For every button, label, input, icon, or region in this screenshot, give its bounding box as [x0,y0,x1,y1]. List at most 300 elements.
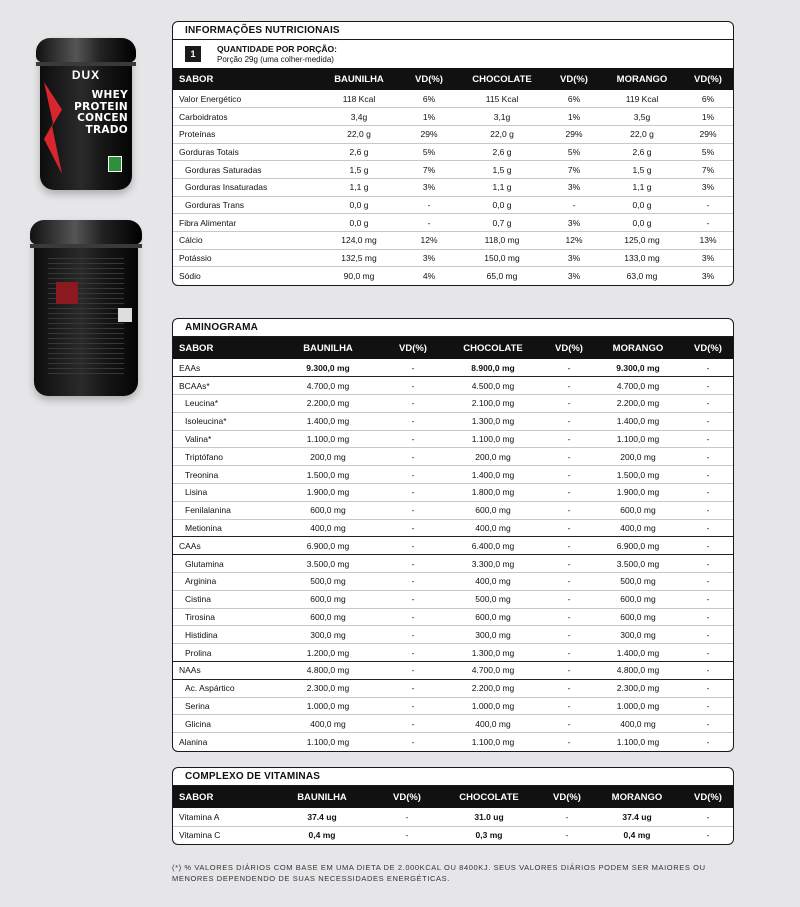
column-header: MORANGO [603,68,681,90]
cell-value: 12% [399,232,459,250]
cell-value: - [543,519,595,537]
cell-value: - [383,466,443,484]
cell-value: - [543,697,595,715]
row-label: Gorduras Saturadas [173,161,319,179]
cell-value: - [681,466,734,484]
cell-value: - [681,196,734,214]
product-jar-front [40,38,132,190]
cell-value: 1.900,0 mg [273,484,383,502]
table-row [173,466,734,484]
table-row [173,143,734,161]
cell-value: 124,0 mg [319,232,399,250]
cell-value: 1,5 g [603,161,681,179]
column-header: VD(%) [541,786,593,808]
cell-value: 0,7 g [459,214,545,232]
row-label: Glutamina [173,555,273,573]
table-row [173,537,734,555]
cell-value: 1% [681,108,734,126]
bolt-icon [44,82,62,174]
table-row [173,430,734,448]
table-row [173,626,734,644]
cell-value: - [543,377,595,395]
cell-value: 600,0 mg [443,608,543,626]
table-row [173,826,734,844]
cell-value: - [383,715,443,733]
row-label: Gorduras Trans [173,196,319,214]
cell-value: 600,0 mg [273,501,383,519]
cell-value: 4.700,0 mg [273,377,383,395]
cell-value: - [543,484,595,502]
cell-value: 1.800,0 mg [443,484,543,502]
cell-value: 1.100,0 mg [595,430,681,448]
cell-value: 6% [681,90,734,108]
cell-value: - [383,555,443,573]
cell-value: 500,0 mg [595,573,681,591]
cell-value: 1.100,0 mg [471,736,515,747]
cell-value: - [383,644,443,662]
cell-value: - [681,644,734,662]
cell-value: 2.200,0 mg [595,395,681,413]
row-label: Vitamina A [173,808,267,826]
cell-value: 6% [545,90,603,108]
cell-value: 2,6 g [319,143,399,161]
cell-value: 1.200,0 mg [273,644,383,662]
cell-value: 132,5 mg [319,249,399,267]
cell-value: - [681,590,734,608]
cell-value: 3% [701,270,715,281]
cell-value: 1.500,0 mg [595,466,681,484]
vitamins-card [172,767,734,845]
column-header: BAUNILHA [273,337,383,359]
cell-value: 4.800,0 mg [273,662,383,680]
cell-value: 3,1g [459,108,545,126]
cell-value: - [411,736,415,747]
cell-value: 9.300,0 mg [273,359,383,377]
cell-value: 37.4 ug [593,808,681,826]
cell-value: - [543,395,595,413]
cell-value: 1% [399,108,459,126]
cell-value: - [681,359,734,377]
cell-value: - [543,466,595,484]
cell-value: 1.400,0 mg [443,466,543,484]
cell-value: 13% [681,232,734,250]
cell-value: 2.300,0 mg [273,679,383,697]
cell-value: - [377,808,437,826]
cell-value: - [681,484,734,502]
cell-value: 29% [545,125,603,143]
cell-value: 1.000,0 mg [595,697,681,715]
table-row [173,662,734,680]
nutrition-title: INFORMAÇÕES NUTRICIONAIS [173,22,733,40]
cell-value: 200,0 mg [595,448,681,466]
cell-value: 1.100,0 mg [306,736,350,747]
cell-value: 1,5 g [459,161,545,179]
row-label: Fibra Alimentar [173,214,319,232]
table-row [173,501,734,519]
cell-value: - [681,430,734,448]
cell-value: - [681,395,734,413]
cell-value: 31.0 ug [437,808,541,826]
cell-value: 4.800,0 mg [595,662,681,680]
cell-value: 63,0 mg [626,270,658,281]
cell-value: 600,0 mg [273,590,383,608]
table-row [173,161,734,179]
cell-value: 0,0 g [603,214,681,232]
cell-value: - [543,448,595,466]
column-header: VD(%) [681,786,734,808]
cell-value: 4.700,0 mg [443,662,543,680]
row-label: Glicina [173,715,273,733]
table-row [173,395,734,413]
row-label: Potássio [173,249,319,267]
cell-value: - [681,715,734,733]
table-row [173,90,734,108]
aminogram-card [172,318,734,752]
table-header-row [173,337,734,359]
cell-value: - [383,662,443,680]
cell-value: - [383,501,443,519]
cell-value: 115 Kcal [459,90,545,108]
table-row [173,484,734,502]
cell-value: - [383,484,443,502]
cell-value: 3.300,0 mg [443,555,543,573]
row-label: Sódio [179,270,201,281]
column-header: CHOCOLATE [437,786,541,808]
column-header: VD(%) [543,337,595,359]
cell-value: 1.400,0 mg [595,644,681,662]
table-row [173,412,734,430]
cell-value: - [681,448,734,466]
cell-value: - [681,608,734,626]
cell-value: 4% [422,270,436,281]
table-row [173,608,734,626]
cell-value: 1.300,0 mg [443,412,543,430]
cell-value: 6.400,0 mg [443,537,543,555]
cell-value: - [543,573,595,591]
cell-value: 400,0 mg [595,715,681,733]
cell-value: - [567,736,571,747]
cell-value: - [383,430,443,448]
table-row [173,377,734,395]
column-header: MORANGO [593,786,681,808]
table-row [173,679,734,697]
column-header: VD(%) [399,68,459,90]
column-header: SABOR [173,786,267,808]
row-label: Leucina* [173,395,273,413]
cell-value: 3,4g [319,108,399,126]
vitamins-table [173,786,734,844]
vitamins-title: COMPLEXO DE VITAMINAS [173,768,733,786]
row-label: Tirosina [173,608,273,626]
cell-value: 1,5 g [319,161,399,179]
cell-value: 1.100,0 mg [616,736,660,747]
table-row [173,108,734,126]
nutrition-facts-card [172,21,734,286]
cell-value: 29% [399,125,459,143]
cell-value: 3% [681,178,734,196]
portion-number: 1 [185,46,201,62]
cell-value: - [681,626,734,644]
cell-value: 3% [545,214,603,232]
cell-value: 1,1 g [459,178,545,196]
cell-value: - [383,537,443,555]
cell-value: - [681,679,734,697]
cell-value: 1,1 g [603,178,681,196]
row-label: Triptófano [173,448,273,466]
cell-value: 0,4 mg [623,830,651,841]
cell-value: 2.100,0 mg [443,395,543,413]
cell-value: - [681,377,734,395]
cell-value: - [543,430,595,448]
cell-value: - [681,573,734,591]
cell-value: 600,0 mg [595,501,681,519]
row-label: Gorduras Insaturadas [173,178,319,196]
cell-value: 22,0 g [319,125,399,143]
row-label: CAAs [173,537,273,555]
row-label: NAAs [173,662,273,680]
column-header: VD(%) [377,786,437,808]
table-row [173,267,734,285]
portion-info [173,40,733,68]
cell-value: 300,0 mg [273,626,383,644]
cell-value: 1.300,0 mg [443,644,543,662]
cell-value: - [543,412,595,430]
cell-value: - [383,519,443,537]
cell-value: 400,0 mg [443,519,543,537]
cell-value: 1.400,0 mg [595,412,681,430]
table-row [173,178,734,196]
cell-value: - [543,555,595,573]
cell-value: 0,3 mg [475,830,503,841]
cell-value: 1.000,0 mg [273,697,383,715]
cell-value: 1.100,0 mg [443,430,543,448]
back-label [48,258,124,378]
table-row [173,715,734,733]
cell-value: 4.700,0 mg [595,377,681,395]
cell-value: - [681,214,734,232]
cell-value: - [543,662,595,680]
aminogram-title: AMINOGRAMA [173,319,733,337]
cell-value: 3% [399,178,459,196]
cell-value: 1.500,0 mg [273,466,383,484]
portion-text: Porção 29g (uma colher-medida) [217,55,334,64]
cell-value: - [541,808,593,826]
cell-value: 1% [545,108,603,126]
row-label: Valina* [173,430,273,448]
cell-value: - [681,412,734,430]
cell-value: 2.200,0 mg [273,395,383,413]
cell-value: - [543,537,595,555]
cell-value: 400,0 mg [443,573,543,591]
cell-value: 3% [399,249,459,267]
cell-value: - [543,501,595,519]
cell-value: 125,0 mg [603,232,681,250]
cell-value: - [681,537,734,555]
cell-value: 9.300,0 mg [595,359,681,377]
cell-value: - [383,377,443,395]
row-label: Ac. Aspártico [173,679,273,697]
row-label: Lisina [173,484,273,502]
brand-logo: DUX [71,68,101,82]
row-label: Metionina [173,519,273,537]
cell-value: - [399,196,459,214]
column-header: VD(%) [681,68,734,90]
cell-value: 8.900,0 mg [443,359,543,377]
cell-value: 7% [399,161,459,179]
row-label: Prolina [173,644,273,662]
cell-value: - [681,808,734,826]
table-row [173,125,734,143]
cell-value: 500,0 mg [273,573,383,591]
cell-value: 119 Kcal [603,90,681,108]
table-row [173,733,734,751]
cell-value: 7% [545,161,603,179]
row-label: BCAAs* [173,377,273,395]
cell-value: 37.4 ug [267,808,377,826]
row-label: Treonina [173,466,273,484]
footnote: (*) % VALORES DIÁRIOS COM BASE EM UMA DIETA DE 2.000KCAL OU 8400KJ. SEUS VALORES DIÁRIOS PODEM SER MAIORES OU MENORES DEPENDENDO DE SUAS NECESSIDADES ENERGÉTICAS. [172,863,706,883]
cell-value: 0,0 g [319,214,399,232]
cell-value: - [383,626,443,644]
cell-value: 6% [399,90,459,108]
cell-value: 22,0 g [603,125,681,143]
cell-value: 29% [681,125,734,143]
cell-value: 118,0 mg [459,232,545,250]
cell-value: 500,0 mg [443,590,543,608]
cell-value: - [383,697,443,715]
cell-value: 0,4 mg [308,830,336,841]
cell-value: - [543,626,595,644]
table-row [173,697,734,715]
column-header: CHOCOLATE [459,68,545,90]
column-header: CHOCOLATE [443,337,543,359]
table-row [173,555,734,573]
cell-value: 1.900,0 mg [595,484,681,502]
table-row [173,214,734,232]
cell-value: 300,0 mg [595,626,681,644]
jar-lid [30,220,142,244]
cell-value: 65,0 mg [486,270,518,281]
cell-value: - [383,359,443,377]
cell-value: 3.500,0 mg [595,555,681,573]
column-header: BAUNILHA [267,786,377,808]
cell-value: - [543,679,595,697]
cell-value: - [383,412,443,430]
cell-value: - [681,555,734,573]
cell-value: 0,0 g [459,196,545,214]
row-label: Fenilalanina [173,501,273,519]
cell-value: - [399,214,459,232]
row-label: Arginina [173,573,273,591]
row-label: Cálcio [173,232,319,250]
cell-value: 3% [681,249,734,267]
column-header: MORANGO [595,337,681,359]
table-row [173,519,734,537]
column-header: SABOR [173,68,319,90]
cell-value: 5% [545,143,603,161]
cell-value: 3.500,0 mg [273,555,383,573]
cell-value: 1.400,0 mg [273,412,383,430]
column-header: VD(%) [545,68,603,90]
cell-value: - [681,501,734,519]
cell-value: 4.500,0 mg [443,377,543,395]
row-label: Carboidratos [173,108,319,126]
cell-value: - [543,715,595,733]
cell-value: 200,0 mg [273,448,383,466]
cell-value: - [383,679,443,697]
cell-value: 0,0 g [319,196,399,214]
row-label: Valor Energético [173,90,319,108]
qr-code-icon [118,308,132,322]
cell-value: - [681,662,734,680]
table-row [173,573,734,591]
cell-value: - [545,196,603,214]
cell-value: 1.100,0 mg [273,430,383,448]
table-header-row [173,68,734,90]
table-row [173,196,734,214]
cell-value: 0,0 g [603,196,681,214]
cell-value: 6.900,0 mg [273,537,383,555]
cell-value: - [543,590,595,608]
aminogram-table [173,337,734,751]
cell-value: 600,0 mg [273,608,383,626]
table-row [173,448,734,466]
cell-value: 118 Kcal [319,90,399,108]
row-label: Serina [173,697,273,715]
cell-value: 1.000,0 mg [443,697,543,715]
table-row [173,590,734,608]
cell-value: 200,0 mg [443,448,543,466]
cell-value: 600,0 mg [443,501,543,519]
table-row [173,232,734,250]
cell-value: 2,6 g [459,143,545,161]
cell-value: 1,1 g [319,178,399,196]
cell-value: 150,0 mg [459,249,545,267]
column-header: VD(%) [681,337,734,359]
row-label: Proteínas [173,125,319,143]
cell-value: - [383,608,443,626]
jar-lid [36,38,136,62]
cell-value: 22,0 g [459,125,545,143]
cell-value: 2.300,0 mg [595,679,681,697]
cell-value: - [383,573,443,591]
portion-title: QUANTIDADE POR PORÇÃO: [217,44,337,54]
cell-value: - [543,359,595,377]
cell-value: 7% [681,161,734,179]
table-header-row [173,786,734,808]
cell-value: 133,0 mg [603,249,681,267]
nutrition-table [173,68,734,285]
table-row [173,808,734,826]
row-label: Histidina [173,626,273,644]
cell-value: 5% [399,143,459,161]
cell-value: 400,0 mg [273,519,383,537]
column-header: VD(%) [383,337,443,359]
cell-value: 3% [567,270,581,281]
cell-value: 3,5g [603,108,681,126]
cell-value: - [706,830,710,841]
row-label: Cistina [173,590,273,608]
column-header: SABOR [173,337,273,359]
cell-value: 300,0 mg [443,626,543,644]
row-label: Alanina [179,736,208,747]
cell-value: 5% [681,143,734,161]
row-label: EAAs [173,359,273,377]
cell-value: 6.900,0 mg [595,537,681,555]
table-row [173,644,734,662]
row-label: Gorduras Totais [173,143,319,161]
cell-value: - [543,644,595,662]
